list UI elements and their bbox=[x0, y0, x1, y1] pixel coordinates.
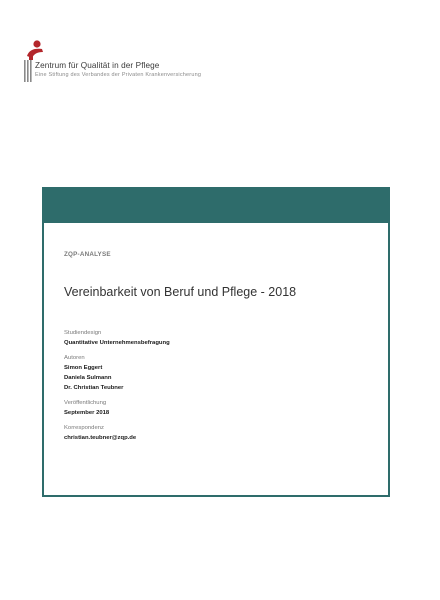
document-kicker: ZQP-ANALYSE bbox=[64, 251, 111, 258]
logo-subtitle: Eine Stiftung des Verbandes der Privaten Krankenversicherung bbox=[35, 72, 202, 78]
field-publication bbox=[64, 399, 378, 418]
field-label: Autoren bbox=[64, 355, 85, 361]
field-label: Veröffentlichung bbox=[64, 400, 107, 406]
cover-content bbox=[64, 251, 378, 449]
field-study-design bbox=[64, 329, 378, 348]
field-value: September 2018 bbox=[64, 410, 110, 416]
contact-email[interactable]: christian.teubner@zqp.de bbox=[64, 435, 137, 441]
zqp-logo bbox=[22, 40, 202, 84]
author-name: Daniela Sulmann bbox=[64, 375, 112, 381]
cover-panel bbox=[42, 187, 390, 497]
panel-header-band bbox=[44, 189, 388, 223]
field-value: Quantitative Unternehmensbefragung bbox=[64, 340, 170, 346]
field-label: Studiendesign bbox=[64, 330, 102, 336]
document-title: Vereinbarkeit von Beruf und Pflege - 2018 bbox=[64, 285, 297, 299]
author-name: Simon Eggert bbox=[64, 365, 103, 371]
author-name: Dr. Christian Teubner bbox=[64, 385, 124, 391]
field-authors bbox=[64, 354, 378, 393]
logo-name: Zentrum für Qualität in der Pflege bbox=[35, 61, 160, 70]
field-correspondence bbox=[64, 424, 378, 443]
field-label: Korrespondenz bbox=[64, 425, 104, 431]
document-meta bbox=[64, 329, 378, 443]
